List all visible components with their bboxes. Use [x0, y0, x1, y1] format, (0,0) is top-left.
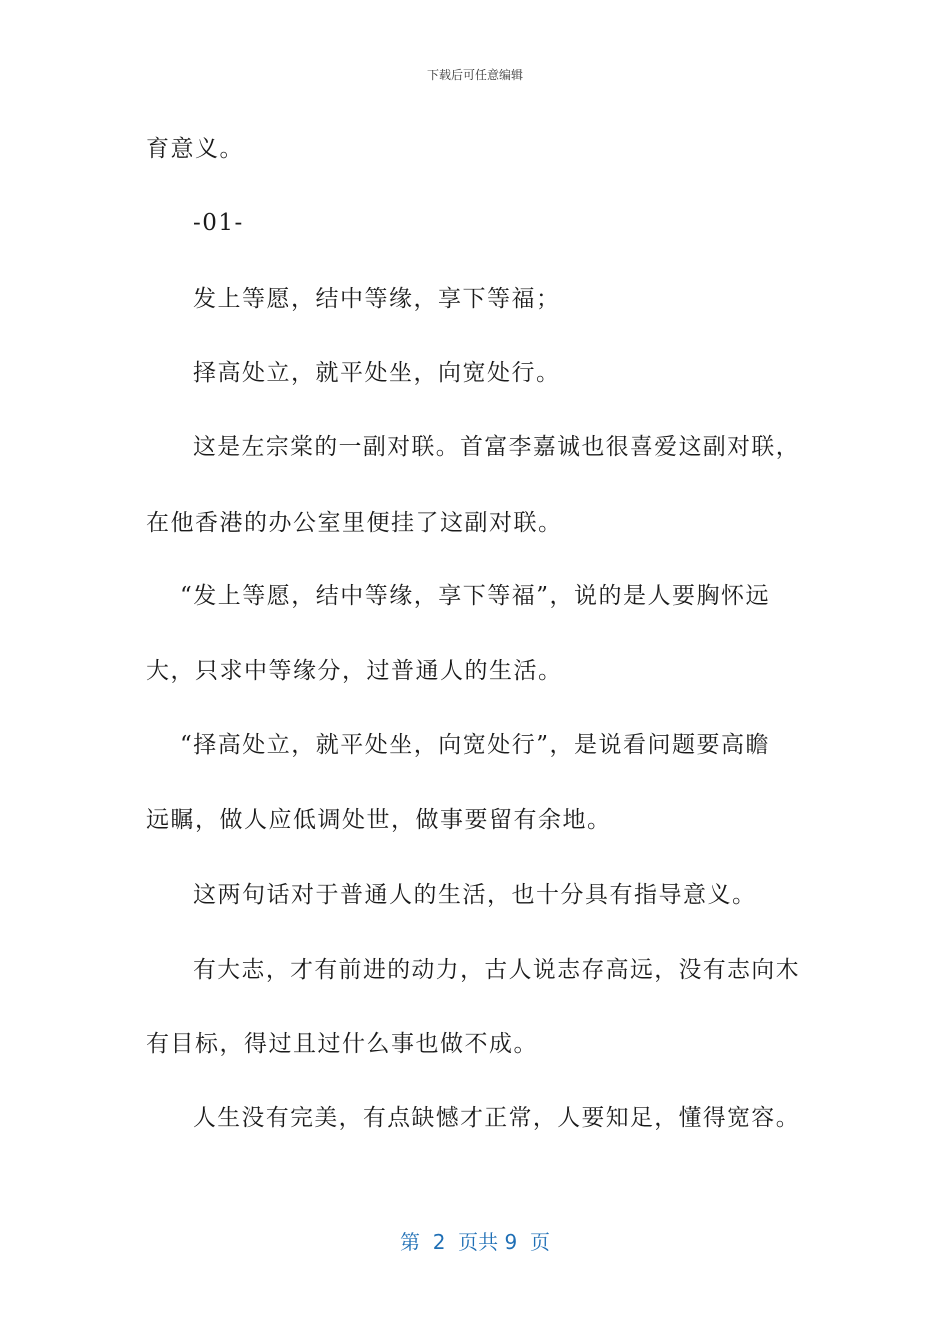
section-number: -01- [193, 210, 244, 236]
page-number: 第 2 页共 9 页 [400, 1230, 550, 1254]
paragraph-line: 有大志，才有前进的动力，古人说志存高远，没有志向木 [193, 957, 800, 983]
paragraph-line: 育意义。 [146, 136, 244, 162]
paragraph-line: 远瞩，做人应低调处世，做事要留有余地。 [146, 807, 612, 833]
paragraph-line: “择高处立，就平处坐，向宽处行”，是说看问题要高瞻 [180, 732, 771, 758]
paragraph-line: 发上等愿，结中等缘，享下等福； [193, 286, 561, 312]
paragraph-line: 有目标，得过且过什么事也做不成。 [146, 1031, 538, 1057]
paragraph-line: “发上等愿，结中等缘，享下等福”，说的是人要胸怀远 [180, 583, 771, 609]
paragraph-line: 在他香港的办公室里便挂了这副对联。 [146, 510, 563, 536]
page-header-note: 下载后可任意编辑 [426, 68, 523, 82]
paragraph-line: 大，只求中等缘分，过普通人的生活。 [146, 658, 563, 684]
paragraph-line: 择高处立，就平处坐，向宽处行。 [193, 360, 561, 386]
paragraph-line: 这两句话对于普通人的生活，也十分具有指导意义。 [193, 882, 757, 908]
paragraph-line: 人生没有完美，有点缺憾才正常，人要知足，懂得宽容。 [193, 1105, 800, 1131]
paragraph-line: 这是左宗棠的一副对联。首富李嘉诚也很喜爱这副对联， [193, 434, 800, 460]
